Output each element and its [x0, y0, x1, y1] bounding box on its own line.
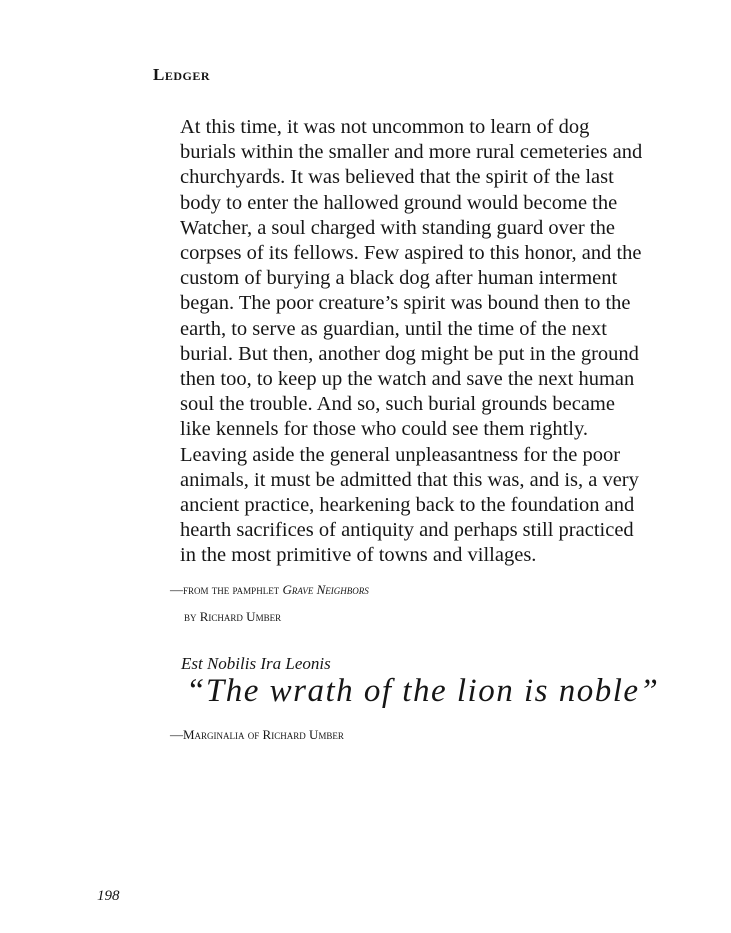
body-line: then too, to keep up the watch and save the next human [180, 368, 635, 391]
attribution-source-line [170, 576, 369, 603]
attribution-prefix: —from the pamphlet [170, 582, 283, 597]
body-line: corpses of its fellows. Few aspired to this honor, and the [180, 242, 642, 265]
body-line: hearth sacrifices of antiquity and perhaps still practiced [180, 519, 634, 542]
chapter-header: Ledger [153, 65, 211, 84]
attribution-byline: by Richard Umber [184, 609, 282, 624]
source-attribution [170, 576, 369, 630]
body-line: custom of burying a black dog after human interment [180, 267, 618, 290]
pamphlet-title: Grave Neighbors [282, 582, 369, 597]
body-line: like kennels for those who could see them rightly. [180, 418, 589, 441]
marginalia-credit: —Marginalia of Richard Umber [170, 727, 344, 742]
body-line: Leaving aside the general unpleasantness for the poor [180, 443, 621, 466]
body-line: At this time, it was not uncommon to learn of dog [180, 116, 590, 138]
body-line: animals, it must be admitted that this was, and is, a very [180, 468, 639, 491]
body-line: burials within the smaller and more rural cemeteries and [180, 141, 643, 164]
body-paragraph [180, 115, 643, 569]
body-line: burial. But then, another dog might be put in the ground [180, 342, 639, 365]
body-line: earth, to serve as guardian, until the time of the next [180, 317, 607, 340]
body-line: began. The poor creature’s spirit was bound then to the [180, 292, 631, 315]
body-line: churchyards. It was believed that the spirit of the last [180, 166, 614, 189]
body-line: ancient practice, hearkening back to the foundation and [180, 494, 635, 517]
motto-translation: “The wrath of the lion is noble” [186, 673, 660, 709]
body-line: soul the trouble. And so, such burial grounds became [180, 393, 615, 416]
body-line: in the most primitive of towns and villages. [180, 544, 537, 567]
body-line: Watcher, a soul charged with standing guard over the [180, 216, 615, 239]
page-number: 198 [97, 888, 120, 904]
latin-motto: Est Nobilis Ira Leonis [181, 654, 331, 673]
body-line: body to enter the hallowed ground would become the [180, 191, 618, 214]
